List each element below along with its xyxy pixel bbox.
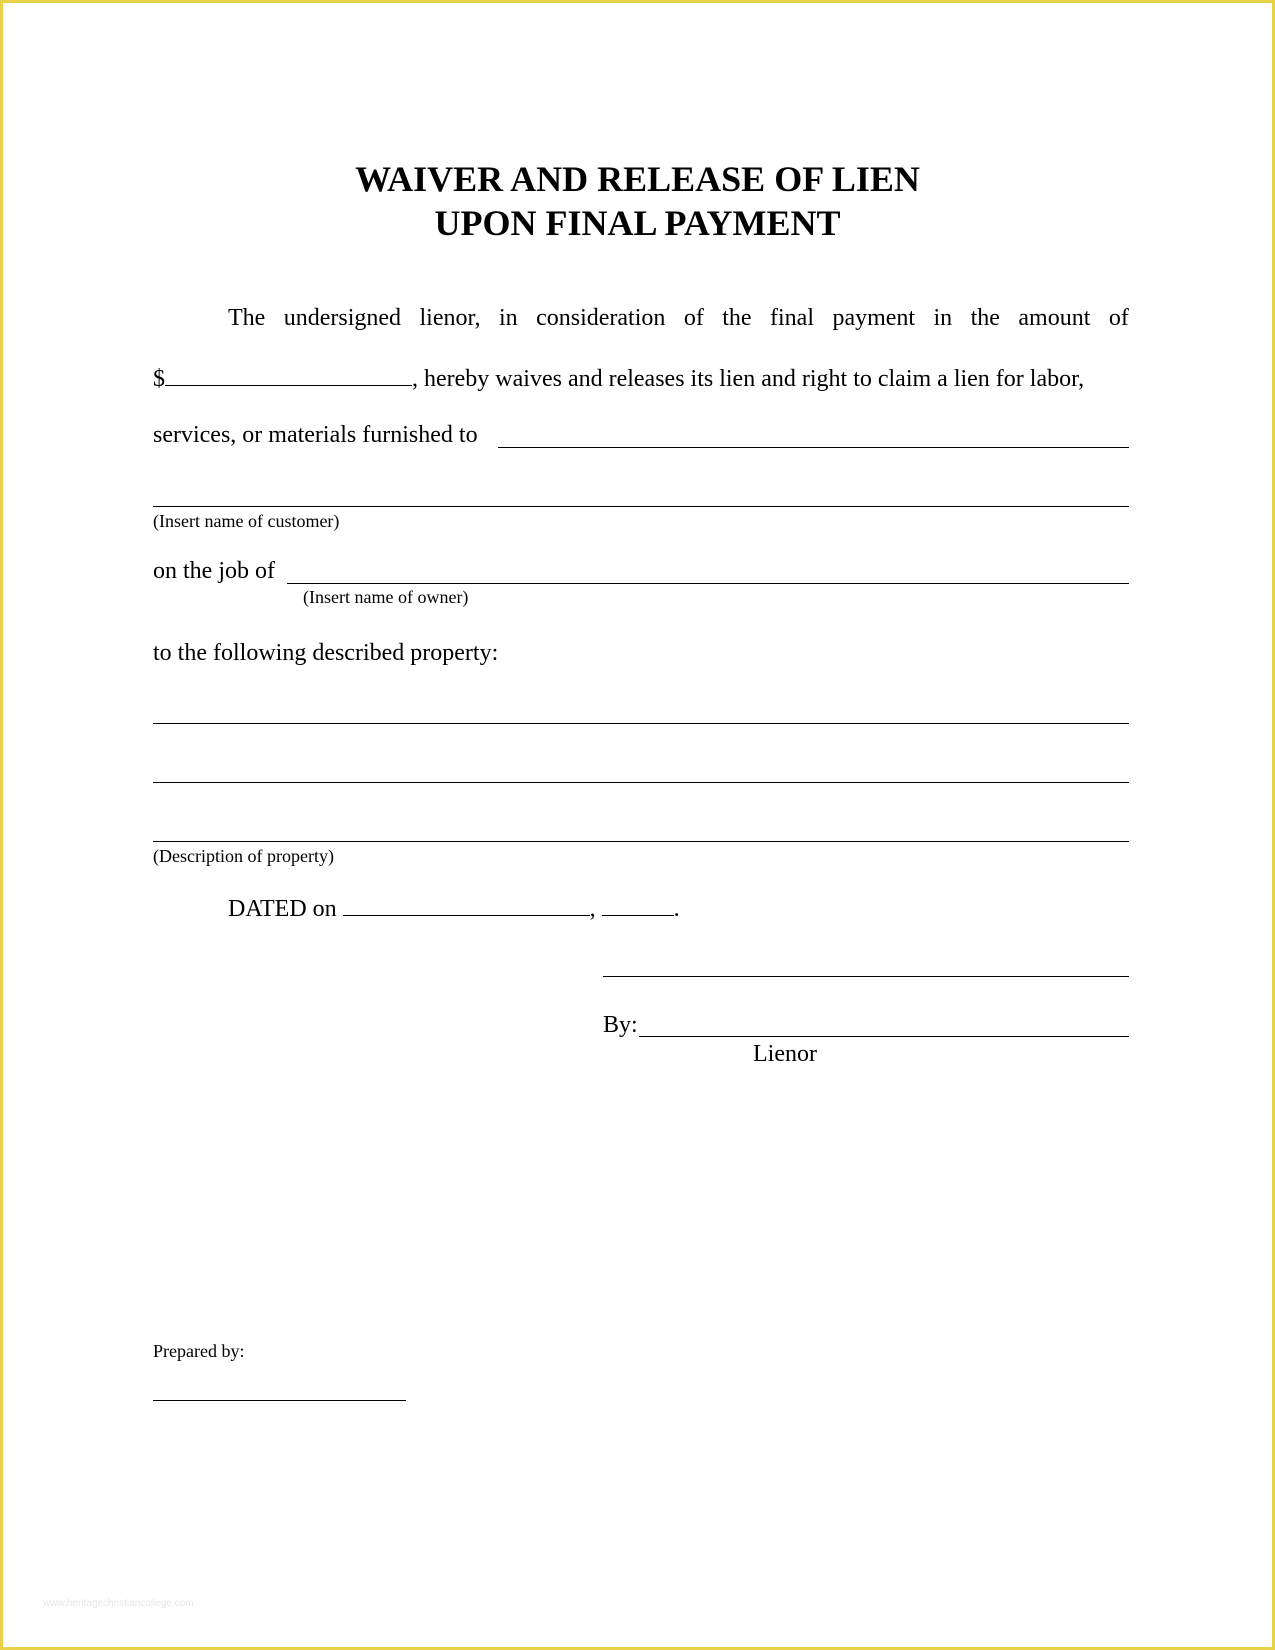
body-line-2-text: , hereby waives and releases its lien and right to claim a lien for labor, <box>412 366 1085 392</box>
body-line-1-word: final <box>770 305 814 331</box>
owner-name-field[interactable] <box>287 583 1129 584</box>
body-line-3-text: services, or materials furnished to <box>153 422 478 448</box>
lienor-caption: Lienor <box>753 1041 817 1067</box>
body-line-1-word: the <box>970 305 1000 331</box>
property-field-2[interactable] <box>153 782 1129 783</box>
body-line-1-word: consideration <box>536 305 666 331</box>
document-title-line-1: WAIVER AND RELEASE OF LIEN <box>355 159 920 199</box>
signature-field[interactable] <box>639 1036 1129 1037</box>
dated-label: DATED on <box>228 896 337 922</box>
document-title-line-2: UPON FINAL PAYMENT <box>434 203 841 243</box>
property-field-1[interactable] <box>153 723 1129 724</box>
body-line-1-word: in <box>933 305 953 331</box>
prepared-by-label: Prepared by: <box>153 1341 245 1361</box>
body-line-1-word: The <box>228 305 266 331</box>
date-end: . <box>673 896 680 922</box>
job-label: on the job of <box>153 558 275 584</box>
body-line-1-word: in <box>498 305 518 331</box>
body-line-1-word: amount <box>1018 305 1091 331</box>
property-intro: to the following described property: <box>153 640 499 666</box>
amount-field[interactable] <box>165 363 412 386</box>
property-field-3[interactable] <box>153 841 1129 842</box>
watermark-text: www.heritagechristiancollege.com <box>43 1598 194 1609</box>
dated-line <box>228 893 680 923</box>
body-line-1 <box>228 304 1129 332</box>
body-line-1-word: of <box>683 305 704 331</box>
owner-caption: (Insert name of owner) <box>303 587 469 607</box>
body-line-1-word: lienor, <box>419 305 481 331</box>
body-line-2 <box>153 363 1129 393</box>
body-line-1-word: of <box>1108 305 1129 331</box>
by-label: By: <box>603 1012 638 1038</box>
body-line-1-word: the <box>722 305 752 331</box>
prepared-by-field[interactable] <box>153 1400 406 1401</box>
year-field[interactable] <box>602 893 674 916</box>
customer-caption: (Insert name of customer) <box>153 511 340 531</box>
date-separator: , <box>589 896 596 922</box>
property-caption: (Description of property) <box>153 846 334 866</box>
amount-prefix: $ <box>153 366 165 392</box>
body-line-1-word: payment <box>832 305 916 331</box>
lienor-name-field[interactable] <box>603 976 1129 977</box>
customer-name-field-1[interactable] <box>498 447 1129 448</box>
customer-name-field-2[interactable] <box>153 506 1129 507</box>
date-field[interactable] <box>343 893 590 916</box>
body-line-1-word: undersigned <box>283 305 402 331</box>
